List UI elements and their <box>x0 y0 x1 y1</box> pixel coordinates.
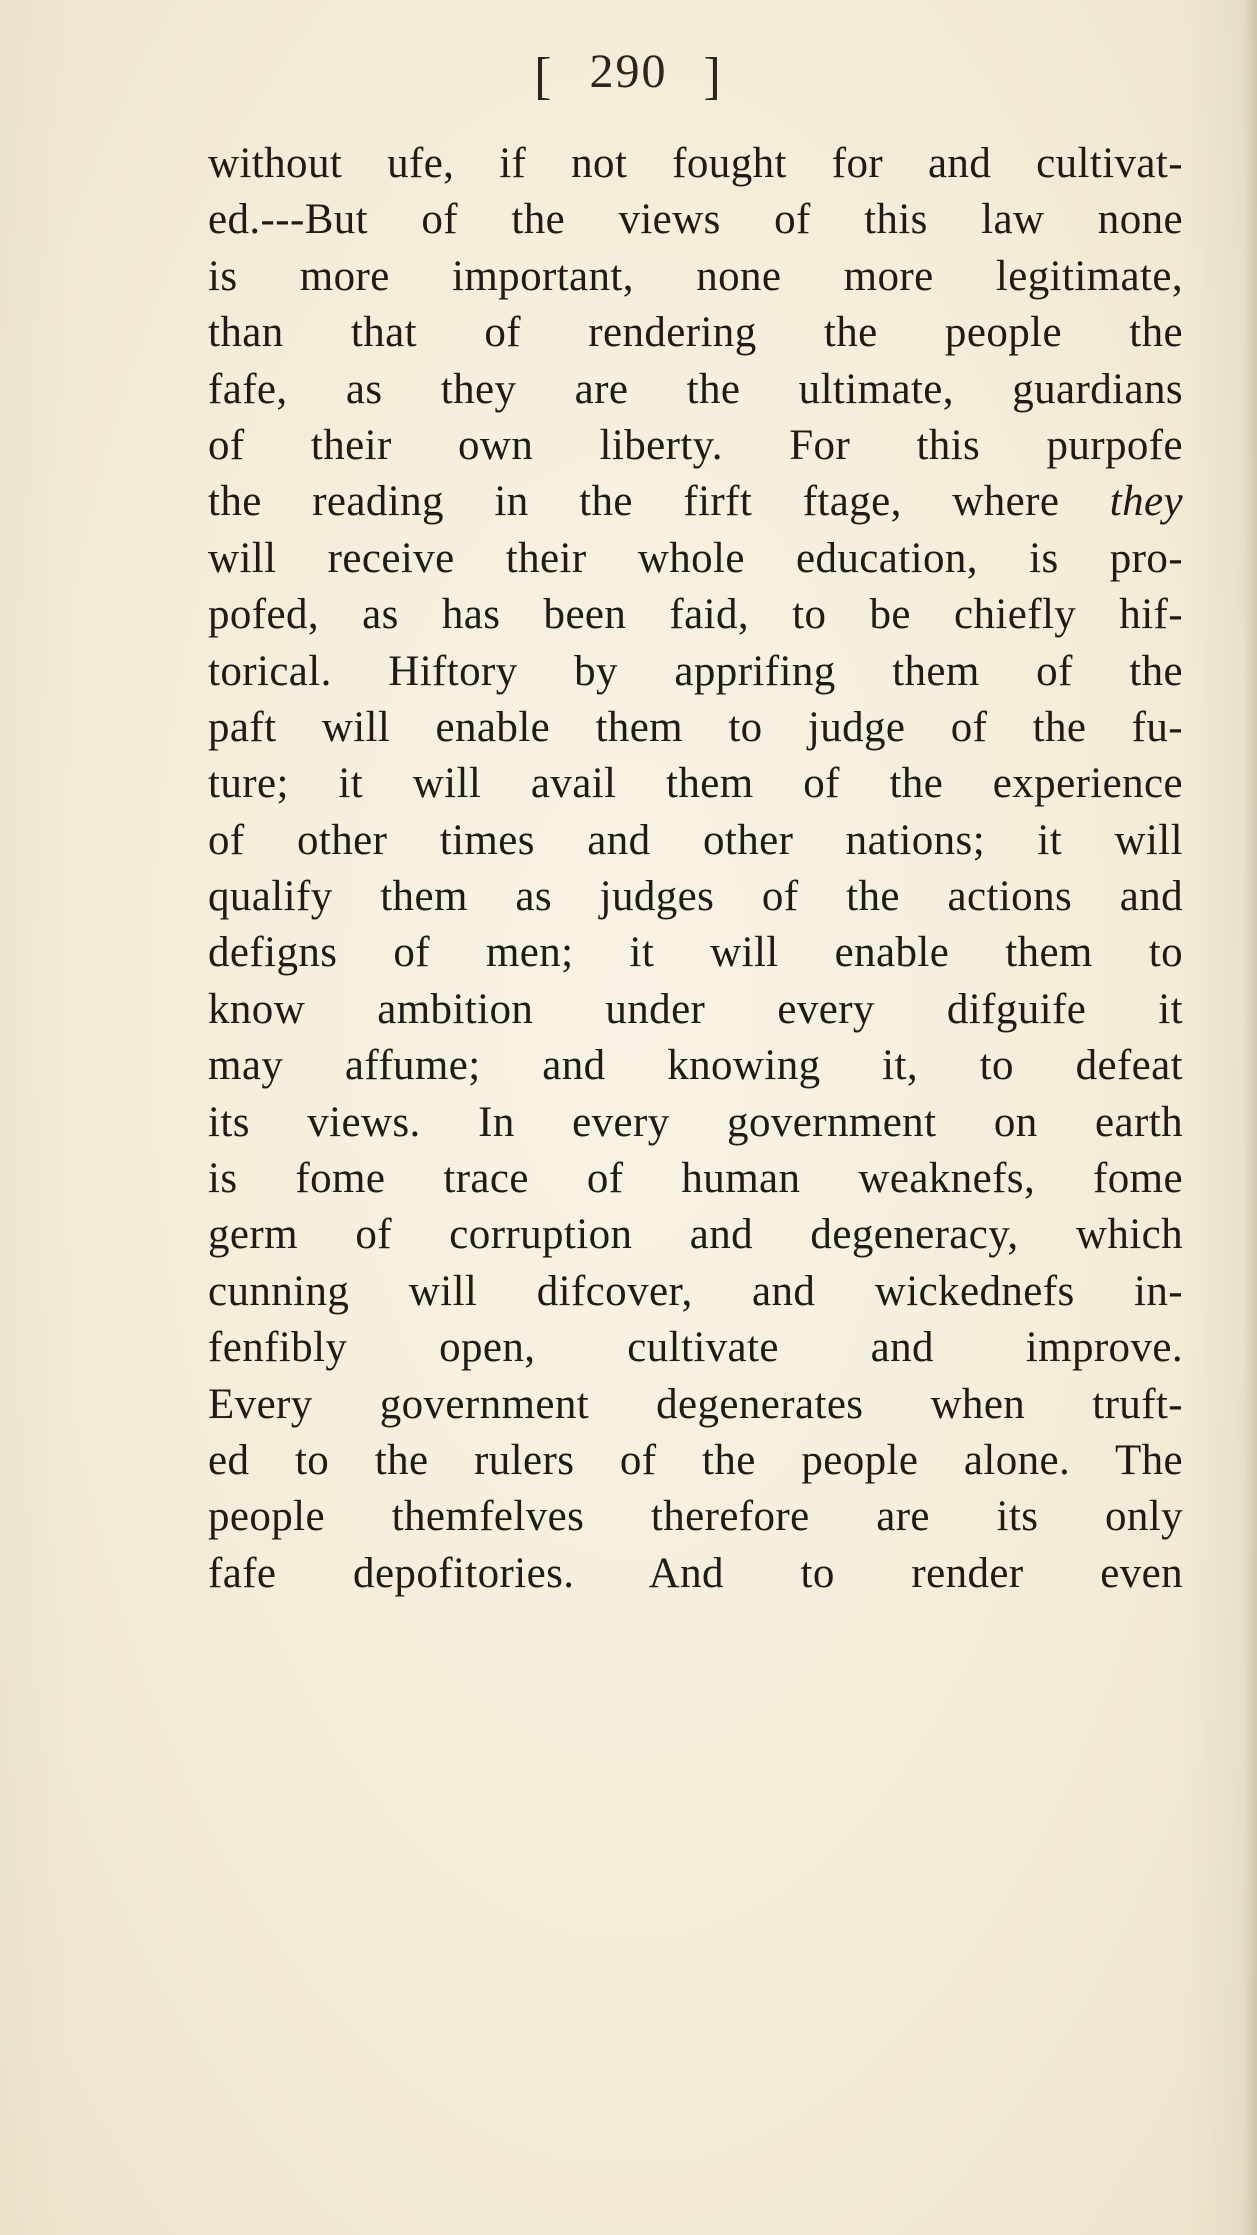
page-edge-shadow <box>1243 0 1257 2235</box>
text-line-16: know ambition under every difguife it <box>208 985 1183 1033</box>
text-line-17: may affume; and knowing it, to defeat <box>208 1042 1183 1090</box>
text-line-9: pofed, as has been faid, to be chiefly hif- <box>208 591 1183 639</box>
text-line-24: ed to the rulers of the people alone. The <box>208 1436 1183 1484</box>
text-line-5: fafe, as they are the ultimate, guardians <box>208 365 1183 413</box>
text-line-12: ture; it will avail them of the experience <box>208 760 1183 808</box>
text-line-15: defigns of men; it will enable them to <box>208 929 1183 977</box>
text-line-21: cunning will difcover, and wickednefs in- <box>208 1267 1183 1315</box>
text-line-4: than that of rendering the people the <box>208 309 1183 357</box>
page-number-header <box>0 32 1257 117</box>
text-line-10: torical. Hiftory by apprifing them of the <box>208 647 1183 695</box>
page-number: 290 <box>589 45 668 98</box>
body-text <box>208 136 1183 1602</box>
text-line-7-roman: the reading in the firft ftage, where <box>208 478 1110 526</box>
text-line-23: Every government degenerates when truft- <box>208 1380 1183 1428</box>
text-line-19: is fome trace of human weaknefs, fome <box>208 1155 1183 1203</box>
text-line-3: is more important, none more legitimate, <box>208 252 1183 300</box>
text-line-6: of their own liberty. For this purpofe <box>208 421 1183 469</box>
text-line-7 <box>208 474 1183 530</box>
text-line-8: will receive their whole education, is pro- <box>208 534 1183 582</box>
left-bracket: [ <box>534 48 554 105</box>
text-line-18: its views. In every government on earth <box>208 1098 1183 1146</box>
text-line-14: qualify them as judges of the actions and <box>208 873 1183 921</box>
text-line-11: paft will enable them to judge of the fu- <box>208 703 1183 751</box>
text-line-13: of other times and other nations; it will <box>208 816 1183 864</box>
text-line-26: fafe depofitories. And to render even <box>208 1549 1183 1597</box>
text-line-20: germ of corruption and degeneracy, which <box>208 1211 1183 1259</box>
text-line-1: without ufe, if not fought for and cultivat- <box>208 140 1183 187</box>
right-bracket: ] <box>703 48 723 105</box>
text-line-22: fenfibly open, cultivate and improve. <box>208 1324 1183 1372</box>
text-line-2: ed.---But of the views of this law none <box>208 196 1183 244</box>
text-line-7-italic: they <box>1109 478 1183 526</box>
text-line-25: people themfelves therefore are its only <box>208 1493 1183 1541</box>
